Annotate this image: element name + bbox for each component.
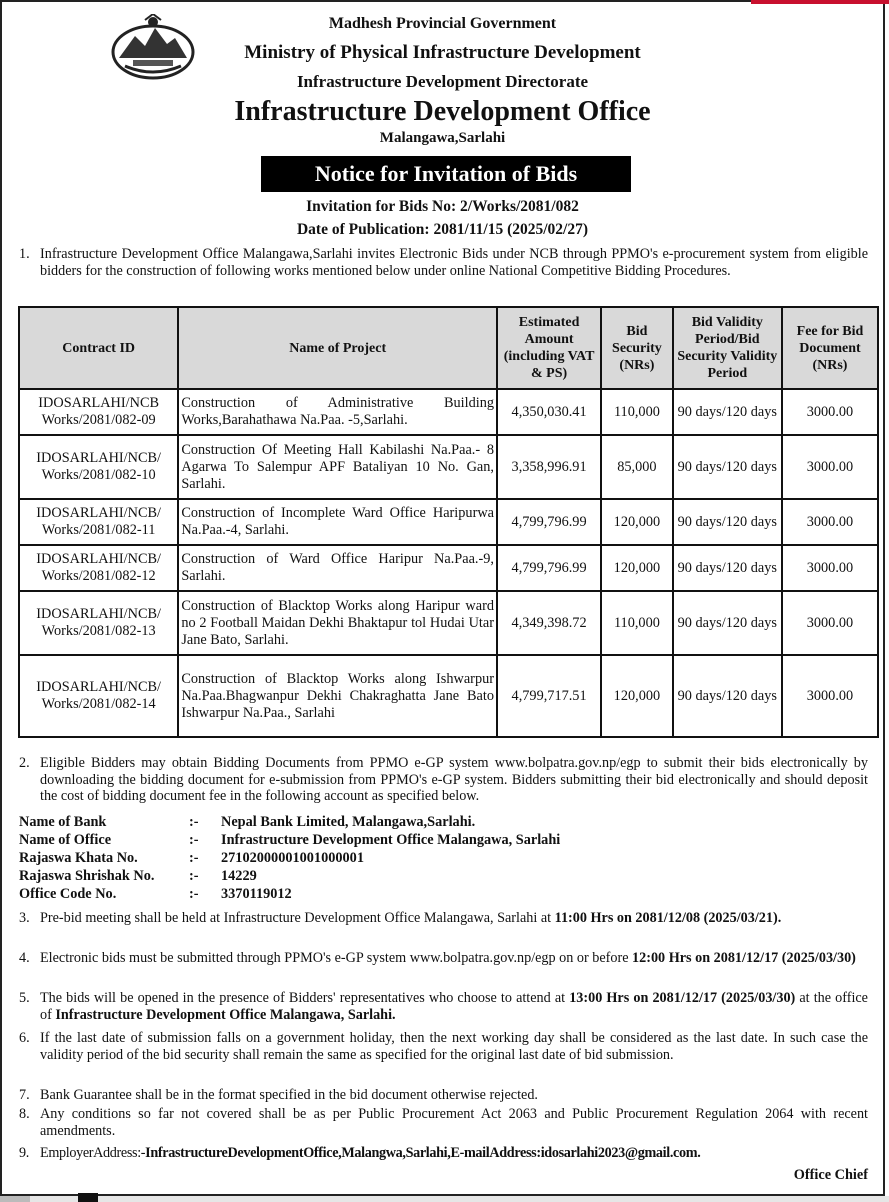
cell-security: 120,000 [601,655,672,737]
table-header-row [19,307,878,389]
bank-label: Name of Bank [19,814,107,830]
cell-security: 85,000 [601,435,672,499]
signature-office-chief: Office Chief [793,1167,868,1183]
cell-project-name: Construction of Administrative Building Works,Barahathawa Na.Paa. -5,Sarlahi. [178,389,497,435]
cell-amount: 4,349,398.72 [497,591,601,655]
clause-4 [19,950,868,967]
clause-number: 2. [19,755,30,771]
clause-number: 5. [19,990,30,1006]
table-row [19,389,878,435]
clause-text: Infrastructure Development Office Malangawa,Sarlahi invites Electronic Bids under NCB through PPMO's e-procurement system from eligible bidders for the construction of following works mentioned below under online National Competitive Bidding Procedures. [40,246,868,279]
clause-number: 6. [19,1030,30,1046]
col-contract-id: Contract ID [19,307,178,389]
clause-8 [19,1106,868,1139]
office-code-sep: :- [189,886,199,902]
clause-text-part: at the office of [40,990,868,1023]
clause-number: 8. [19,1106,30,1122]
office-name-sep: :- [189,832,199,848]
clause-text-part: The bids will be opened in the presence of Bidders' representatives who choose to attend at [40,990,570,1006]
cell-contract-id: IDOSARLAHI/NCB/ Works/2081/082-10 [19,435,178,499]
cell-project-name: Construction of Ward Office Haripur Na.Paa.-9, Sarlahi. [178,545,497,591]
table-row [19,499,878,545]
opening-time: 13:00 Hrs on 2081/12/17 (2025/03/30) [569,990,796,1006]
clause-number: 9. [19,1145,29,1161]
cell-project-name: Construction Of Meeting Hall Kabilashi Na.Paa.- 8 Agarwa To Salempur APF Bataliyan 10 No. Gan, Sarlahi. [178,435,497,499]
table-row [19,545,878,591]
shrishak-label: Rajaswa Shrishak No. [19,868,155,884]
cell-contract-id: IDOSARLAHI/NCB/ Works/2081/082-13 [19,591,178,655]
clause-7 [19,1087,868,1104]
clause-number: 1. [19,246,30,262]
cell-security: 120,000 [601,499,672,545]
cell-fee: 3000.00 [782,499,878,545]
clause-text-part: Electronic bids must be submitted through PPMO's e-GP system www.bolpatra.gov.np/egp on or before [40,950,633,966]
clause-number: 4. [19,950,30,966]
cell-project-name: Construction of Incomplete Ward Office Haripurwa Na.Paa.-4, Sarlahi. [178,499,497,545]
cell-contract-id: IDOSARLAHI/NCB/ Works/2081/082-11 [19,499,178,545]
cell-amount: 4,350,030.41 [497,389,601,435]
bank-value: Nepal Bank Limited, Malangawa,Sarlahi. [221,814,476,830]
bank-account-details [19,814,879,904]
directorate-name: Infrastructure Development Directorate [296,72,589,91]
cell-amount: 4,799,717.51 [497,655,601,737]
corner-tab [751,0,889,4]
khata-value: 27102000001001000001 [221,850,364,866]
table-row [19,591,878,655]
clause-3 [19,910,868,927]
cell-project-name: Construction of Blacktop Works along Haripur ward no 2 Football Maidan Dekhi Bhaktapur tol Hudai Utar Jane Bato, Sarlahi. [178,591,497,655]
cell-contract-id: IDOSARLAHI/NCB/ Works/2081/082-14 [19,655,178,737]
ministry-name: Ministry of Physical Infrastructure Development [244,42,641,63]
office-name: Infrastructure Development Office [234,96,651,127]
opening-venue: Infrastructure Development Office Malangawa, Sarlahi. [55,1006,396,1023]
clause-1 [19,246,868,279]
cell-security: 110,000 [601,591,672,655]
cell-fee: 3000.00 [782,655,878,737]
cell-validity: 90 days/120 days [673,545,782,591]
cell-amount: 4,799,796.99 [497,499,601,545]
clause-number: 7. [19,1087,30,1103]
cell-security: 110,000 [601,389,672,435]
clause-number: 3. [19,910,30,926]
col-bid-security: Bid Security (NRs) [601,307,672,389]
clause-text [40,910,868,927]
khata-sep: :- [189,850,199,866]
cell-fee: 3000.00 [782,435,878,499]
cell-amount: 3,358,996.91 [497,435,601,499]
cell-contract-id: IDOSARLAHI/NCB/ Works/2081/082-12 [19,545,178,591]
clause-text: Bank Guarantee shall be in the format specified in the bid document otherwise rejected. [40,1087,538,1103]
publication-date: Date of Publication: 2081/11/15 (2025/02/27) [296,221,589,238]
clause-text: If the last date of submission falls on a government holiday, then the next working day shall be considered as the last date. In such case the validity period of the bid security shall remain the same as specified for the original last date of bid submission. [40,1030,868,1063]
employer-address: InfrastructureDevelopmentOffice,Malangwa,Sarlahi,E-mailAddress:idosarlahi2023@gmail.com. [145,1145,701,1161]
table-row [19,655,878,737]
col-estimated-amount: Estimated Amount (including VAT & PS) [497,307,601,389]
shrishak-value: 14229 [221,868,257,884]
cell-validity: 90 days/120 days [673,591,782,655]
clause-text [40,1145,868,1162]
bids-table [18,306,879,738]
cell-validity: 90 days/120 days [673,435,782,499]
clause-6 [19,1030,868,1063]
cell-validity: 90 days/120 days [673,655,782,737]
clause-text: Eligible Bidders may obtain Bidding Documents from PPMO e-GP system www.bolpatra.gov.np/egp to submit their bids electronically by downloading the bidding document for e-submission from PPMO's e-GP system. Bidders submitting their bid electronically and should deposit the cost of bidding document fee in the following account as specified below. [40,755,868,804]
shrishak-sep: :- [189,868,199,884]
cell-validity: 90 days/120 days [673,389,782,435]
khata-label: Rajaswa Khata No. [19,850,138,866]
employer-address-label: EmployerAddress:- [40,1145,146,1161]
office-location: Malangawa,Sarlahi [379,130,506,146]
bank-sep: :- [189,814,199,830]
clause-5 [19,990,868,1023]
cell-project-name: Construction of Blacktop Works along Ishwarpur Na.Paa.Bhagwanpur Dekhi Chakraghatta Jane Bato Ishwarpur Na.Paa., Sarlahi [178,655,497,737]
clause-9 [19,1145,868,1162]
office-code-value: 3370119012 [221,886,292,902]
clause-text [40,990,868,1023]
clause-text [40,950,868,967]
bottom-strip-dark [0,1196,30,1202]
table-row [19,435,878,499]
office-name-value: Infrastructure Development Office Malangawa, Sarlahi [221,832,561,848]
col-bid-validity: Bid Validity Period/Bid Security Validity Period [673,307,782,389]
cell-validity: 90 days/120 days [673,499,782,545]
notice-title: Notice for Invitation of Bids [261,156,631,192]
col-project-name: Name of Project [178,307,497,389]
clause-2 [19,755,868,805]
clause-text: Any conditions so far not covered shall be as per Public Procurement Act 2063 and Public Procurement Regulation 2064 with recent amendments. [40,1106,868,1139]
submission-deadline: 12:00 Hrs on 2081/12/17 (2025/03/30) [632,950,856,966]
prebid-time: 11:00 Hrs on 2081/12/08 (2025/03/21). [554,910,782,926]
bid-number: Invitation for Bids No: 2/Works/2081/082 [306,198,579,215]
bottom-strip [0,1196,889,1202]
office-name-label: Name of Office [19,832,112,848]
cell-fee: 3000.00 [782,389,878,435]
cell-fee: 3000.00 [782,591,878,655]
cell-contract-id: IDOSARLAHI/NCB Works/2081/082-09 [19,389,178,435]
cell-amount: 4,799,796.99 [497,545,601,591]
office-code-label: Office Code No. [19,886,117,902]
bottom-marker [78,1193,98,1202]
gov-name: Madhesh Provincial Government [328,15,557,32]
cell-fee: 3000.00 [782,545,878,591]
col-document-fee: Fee for Bid Document (NRs) [782,307,878,389]
cell-security: 120,000 [601,545,672,591]
clause-text-part: Pre-bid meeting shall be held at Infrastructure Development Office Malangawa, Sarlahi at [40,910,555,926]
